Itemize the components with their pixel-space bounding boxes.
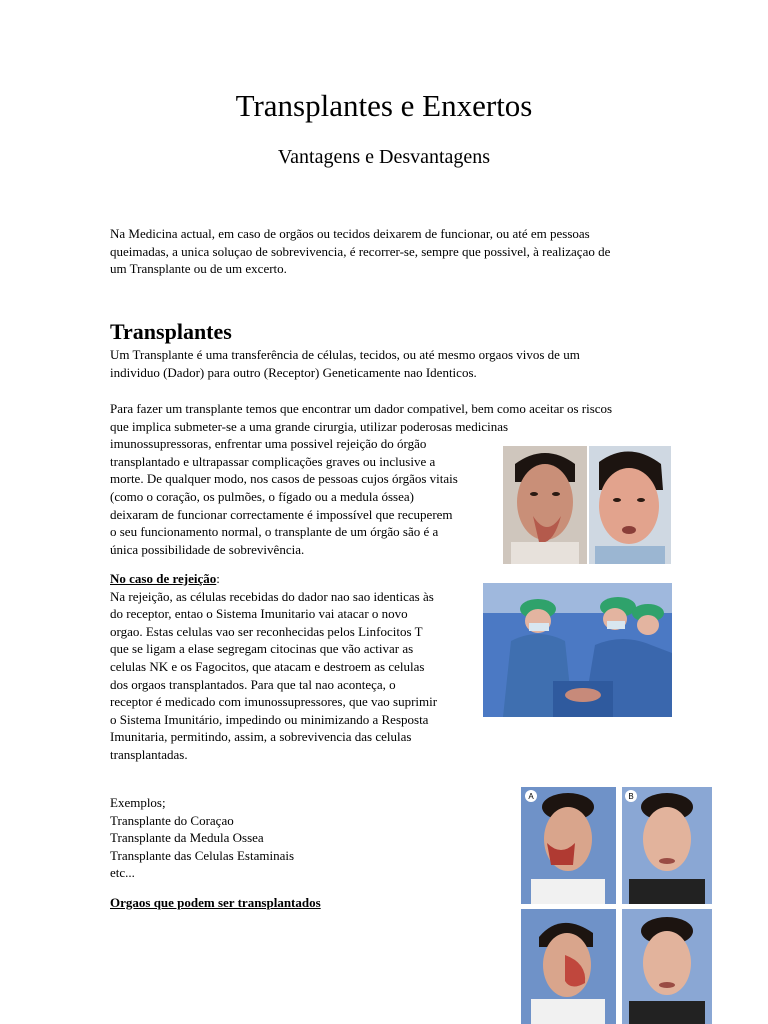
text-line: receptor é medicado com imunossupressores, que vao suprimir xyxy=(110,694,438,710)
text-line: Na rejeição, as células recebidas do dador nao sao identicas às xyxy=(110,588,434,604)
text-line: imunossupressoras, enfrentar uma possivel rejeição do órgão xyxy=(110,436,427,452)
text-line: que implica submeter-se a uma grande cirurgia, utilizar poderosas medicinas xyxy=(110,418,509,434)
document-title: Transplantes e Enxertos xyxy=(235,88,533,123)
photo-label-a: A xyxy=(528,792,534,801)
text-line: transplantado e ultrapassar complicações graves ou inclusive a xyxy=(110,453,436,469)
text-line: deixaram de funcionar correctamente é impossível que recuperem xyxy=(110,506,453,522)
text-line: individuo (Dador) para outro (Receptor) Geneticamente nao Identicos. xyxy=(110,364,477,380)
text-line: o seu funcionamento normal, o transplante de um órgão são é a xyxy=(110,524,439,540)
transplantes-paragraph-1 xyxy=(110,346,580,381)
orgaos-heading-para xyxy=(110,894,321,912)
face-stages-photo-grid xyxy=(521,787,712,1024)
list-item: Transplante do Coraçao xyxy=(110,812,234,828)
list-item: Transplante da Medula Ossea xyxy=(110,830,264,846)
photo-label-b: B xyxy=(628,792,634,801)
rejeicao-heading-line xyxy=(110,570,437,588)
surgery-illustration xyxy=(483,583,672,717)
text-line: o Sistema Imunitário, impedindo ou minimizando a Resposta xyxy=(110,711,429,727)
rejeicao-colon: : xyxy=(216,571,220,586)
section-heading-transplantes: Transplantes xyxy=(110,319,232,344)
text-line: Imunitaria, permitindo, assim, a sobrevivencia das celulas xyxy=(110,729,412,745)
text-line: celulas NK e os Fagocitos, que atacam e destroem as celulas xyxy=(110,658,425,674)
text-line: dos orgaos transplantados. Para que tal nao aconteça, o xyxy=(110,676,396,692)
face-stages-illustration xyxy=(521,787,712,1024)
document-subtitle: Vantagens e Desvantagens xyxy=(277,146,491,168)
rejeicao-paragraph xyxy=(110,570,437,764)
list-item: etc... xyxy=(110,865,135,881)
surgery-photo xyxy=(483,583,672,717)
text-line: Para fazer um transplante temos que encontrar um dador compativel, bem como aceitar os riscos xyxy=(110,401,613,416)
intro-line: um Transplante ou de um excerto. xyxy=(110,261,287,277)
orgaos-heading: Orgaos que podem ser transplantados xyxy=(110,895,321,910)
intro-line: queimadas, a unica soluçao de sobrevivencia, é recorrer-se, sempre que possivel, à realizaçao de xyxy=(110,243,611,259)
text-line: do receptor, entao o Sistema Imunitario vai atacar o novo xyxy=(110,606,408,622)
intro-line: Na Medicina actual, em caso de orgãos ou tecidos deixarem de funcionar, ou até em pessoas xyxy=(110,226,590,241)
rejeicao-heading: No caso de rejeição xyxy=(110,571,217,586)
text-line: que se ligam a elase segregam citocinas que vão activar as xyxy=(110,641,414,657)
face-transplant-illustration xyxy=(503,446,671,564)
text-line: orgao. Estas celulas vao ser reconhecidas pelos Linfocitos T xyxy=(110,623,423,639)
text-line: transplantadas. xyxy=(110,746,188,762)
list-item: Exemplos; xyxy=(110,795,166,810)
text-line: única possibilidade de sobrevivência. xyxy=(110,541,305,557)
text-line: Um Transplante é uma transferência de células, tecidos, ou até mesmo orgaos vivos de um xyxy=(110,347,580,362)
text-line: morte. De qualquer modo, nos casos de pessoas cujos órgãos vitais xyxy=(110,471,458,487)
exemplos-list xyxy=(110,794,294,882)
intro-paragraph xyxy=(110,225,610,278)
face-transplant-photo xyxy=(503,446,671,564)
list-item: Transplante das Celulas Estaminais xyxy=(110,847,295,863)
text-line: (como o coração, os pulmões, o fígado ou a medula óssea) xyxy=(110,488,414,504)
